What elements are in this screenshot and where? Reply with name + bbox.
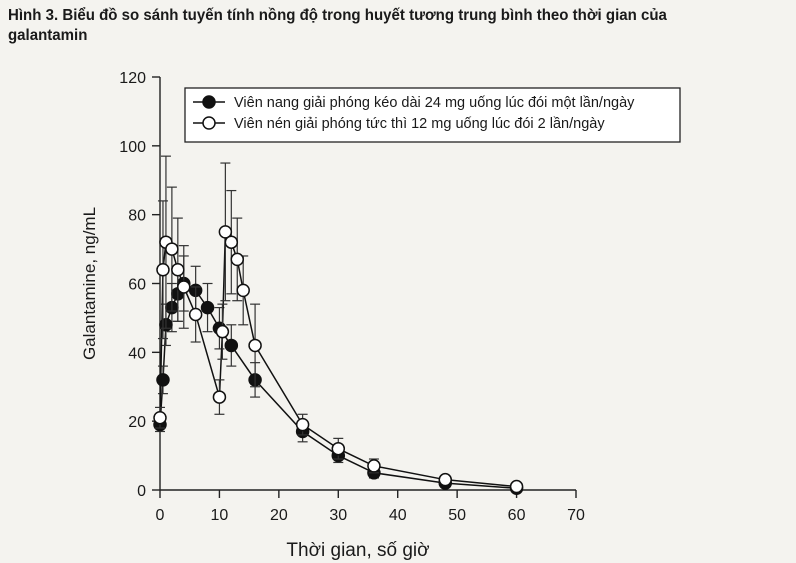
y-tick-label: 0 <box>137 483 146 500</box>
data-point <box>332 443 344 455</box>
data-point <box>157 374 169 386</box>
data-point <box>178 281 190 293</box>
y-tick-label: 60 <box>128 276 146 294</box>
data-point <box>297 419 309 431</box>
legend-label: Viên nang giải phóng kéo dài 24 mg uống lúc đói một lần/ngày <box>234 95 635 111</box>
legend-marker <box>203 117 215 129</box>
legend-label: Viên nén giải phóng tức thì 12 mg uống lúc đói 2 lần/ngày <box>234 116 605 132</box>
x-tick-label: 50 <box>448 507 467 524</box>
data-point <box>166 243 178 255</box>
x-tick-label: 10 <box>210 507 229 524</box>
y-tick-label: 120 <box>119 70 146 87</box>
y-tick-label: 20 <box>128 414 146 432</box>
x-tick-label: 0 <box>155 507 165 524</box>
y-tick-label: 80 <box>128 207 146 225</box>
data-point <box>237 284 249 296</box>
x-axis-label: Thời gian, số giờ <box>286 540 430 561</box>
data-point <box>216 326 228 338</box>
data-point <box>172 264 184 276</box>
chart-marks <box>154 156 523 494</box>
data-point <box>511 481 523 493</box>
data-point <box>157 264 169 276</box>
x-tick-label: 20 <box>269 507 288 524</box>
y-tick-label: 40 <box>128 345 146 363</box>
data-point <box>249 339 261 351</box>
x-tick-label: 30 <box>329 507 348 524</box>
x-tick-label: 40 <box>388 507 407 524</box>
data-point <box>368 460 380 472</box>
y-tick-label: 100 <box>119 138 146 156</box>
data-point <box>190 308 202 320</box>
data-point <box>213 391 225 403</box>
data-point <box>225 339 237 351</box>
series-2 <box>154 156 523 492</box>
data-point <box>154 412 166 424</box>
caption-text: Biểu đồ so sánh tuyến tính nồng độ trong huyết tương trung bình theo thời gian của galantamin <box>8 7 667 44</box>
data-point <box>202 302 214 314</box>
data-point <box>439 474 451 486</box>
caption-prefix: Hình 3. <box>8 7 59 24</box>
x-tick-label: 60 <box>507 507 526 524</box>
data-point <box>225 236 237 248</box>
y-axis-label: Galantamine, ng/mL <box>80 206 99 361</box>
x-tick-label: 70 <box>567 507 585 524</box>
data-point <box>231 253 243 265</box>
legend-marker <box>203 96 215 108</box>
legend <box>185 88 680 142</box>
